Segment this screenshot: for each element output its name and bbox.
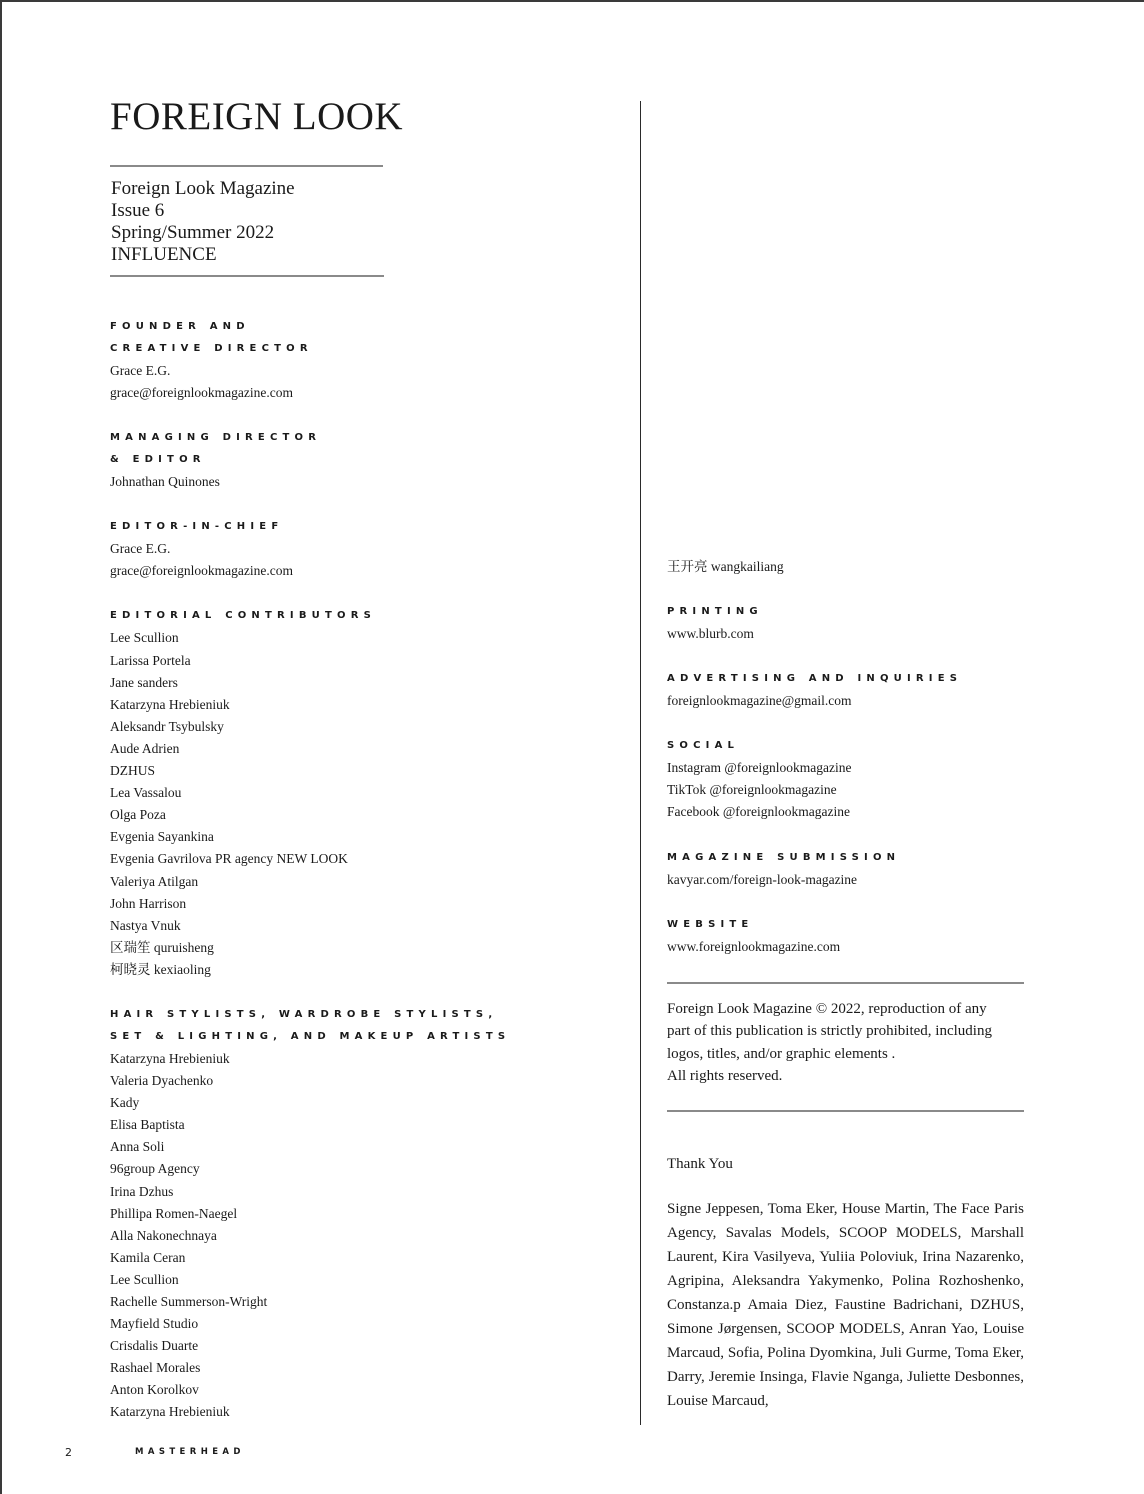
- section-heading: ADVERTISING AND INQUIRIES: [667, 673, 963, 685]
- section-heading: CREATIVE DIRECTOR: [110, 343, 313, 354]
- credit-line: 区瑞笙 quruisheng: [110, 939, 214, 955]
- credit-line: Instagram @foreignlookmagazine: [667, 760, 852, 776]
- credit-line: TikTok @foreignlookmagazine: [667, 782, 837, 798]
- credit-line: Facebook @foreignlookmagazine: [667, 804, 850, 820]
- credit-line: Valeria Dyachenko: [110, 1073, 214, 1089]
- credit-line: Phillipa Romen-Naegel: [110, 1205, 238, 1221]
- credit-section: [110, 316, 610, 404]
- section-heading: & EDITOR: [110, 454, 206, 466]
- credit-line: Jane sanders: [110, 674, 178, 690]
- credit-line: grace@foreignlookmagazine.com: [110, 563, 293, 579]
- credit-section: [110, 605, 610, 981]
- credit-line: Crisdalis Duarte: [110, 1338, 199, 1354]
- credit-line: Anna Soli: [110, 1139, 165, 1155]
- copyright-line: logos, titles, and/or graphic elements .: [667, 1045, 896, 1062]
- credit-section: [667, 847, 1027, 891]
- credit-section: [667, 914, 1027, 958]
- credit-line: Anton Korolkov: [110, 1382, 199, 1398]
- issue-line: Issue 6: [111, 200, 165, 221]
- issue-line: Foreign Look Magazine: [111, 178, 295, 199]
- credit-line: Evgenia Gavrilova PR agency NEW LOOK: [110, 851, 348, 867]
- footer-section-label: MASTERHEAD: [135, 1447, 245, 1457]
- credit-line: www.blurb.com: [667, 626, 754, 642]
- credit-line: Nastya Vnuk: [110, 917, 181, 933]
- credit-line: Rashael Morales: [110, 1360, 201, 1376]
- credit-line: Katarzyna Hrebieniuk: [110, 696, 230, 712]
- section-heading: PRINTING: [667, 606, 763, 618]
- section-heading: MANAGING DIRECTOR: [110, 432, 322, 444]
- credit-line: Rachelle Summerson-Wright: [110, 1294, 268, 1309]
- credit-line: Irina Dzhus: [110, 1183, 174, 1199]
- page-number: 2: [65, 1446, 72, 1459]
- issue-line: INFLUENCE: [111, 244, 217, 265]
- title-rule: [110, 165, 383, 167]
- issue-info: [111, 178, 295, 266]
- credit-line: Mayfield Studio: [110, 1316, 199, 1332]
- column-divider: [640, 101, 641, 1425]
- issue-line: Spring/Summer 2022: [111, 222, 275, 243]
- contributor-name: 王开亮 wangkailiang: [667, 559, 784, 574]
- credit-section: [110, 427, 610, 493]
- credit-line: Valeriya Atilgan: [110, 873, 199, 889]
- section-heading: SOCIAL: [667, 740, 740, 752]
- credit-line: 96group Agency: [110, 1161, 200, 1177]
- credit-line: foreignlookmagazine@gmail.com: [667, 693, 852, 709]
- credit-line: John Harrison: [110, 895, 187, 911]
- credit-section: [667, 601, 1027, 645]
- credit-line: grace@foreignlookmagazine.com: [110, 385, 293, 401]
- copyright-line: All rights reserved.: [667, 1067, 783, 1084]
- section-heading: FOUNDER AND: [110, 321, 250, 332]
- right-credits-column: [667, 556, 1027, 958]
- credit-line: Johnathan Quinones: [110, 474, 220, 490]
- credit-line: Evgenia Sayankina: [110, 829, 214, 845]
- credit-line: 柯晓灵 kexiaoling: [110, 961, 211, 977]
- credit-line: Lee Scullion: [110, 630, 179, 646]
- credit-section: [667, 735, 1027, 823]
- section-heading: WEBSITE: [667, 918, 754, 930]
- copyright-line: part of this publication is strictly prohibited, including: [667, 1023, 992, 1040]
- credit-line: Aleksandr Tsybulsky: [110, 718, 224, 734]
- copyright-notice: [667, 998, 1027, 1087]
- section-heading: EDITOR-IN-CHIEF: [110, 521, 284, 533]
- section-heading: MAGAZINE SUBMISSION: [667, 851, 901, 863]
- left-credits-column: [110, 316, 610, 1424]
- credit-line: Katarzyna Hrebieniuk: [110, 1404, 230, 1420]
- credit-line: www.foreignlookmagazine.com: [667, 938, 841, 954]
- credit-line: Lea Vassalou: [110, 785, 182, 801]
- issue-rule: [110, 275, 384, 277]
- section-heading: EDITORIAL CONTRIBUTORS: [110, 610, 377, 622]
- credit-section: [667, 668, 1027, 712]
- credit-section: [110, 1004, 610, 1424]
- section-heading: SET & LIGHTING, AND MAKEUP ARTISTS: [110, 1030, 511, 1042]
- credit-line: Kady: [110, 1095, 140, 1111]
- magazine-title: FOREIGN LOOK: [110, 95, 404, 138]
- thanks-heading: Thank You: [667, 1156, 733, 1172]
- credit-line: DZHUS: [110, 763, 156, 779]
- credit-section: [110, 516, 610, 582]
- section-heading: HAIR STYLISTS, WARDROBE STYLISTS,: [110, 1008, 498, 1020]
- credit-line: Lee Scullion: [110, 1271, 179, 1287]
- credit-line: Aude Adrien: [110, 740, 180, 756]
- credit-line: Elisa Baptista: [110, 1117, 185, 1133]
- credit-line: Alla Nakonechnaya: [110, 1227, 217, 1243]
- credit-line: Grace E.G.: [110, 541, 171, 557]
- thanks-body: Signe Jeppesen, Toma Eker, House Martin, The Face Paris Agency, Savalas Models, SCOOP MODELS, Marshall Laurent, Kira Vasilyeva, Yuliia Poloviuk, Irina Nazarenko, Agripina, Aleksandra Yakymenko, Polina Rozhoshenko, Constanza.p Amaia Diez, Faustine Badrichani, DZHUS, Simone Jørgensen, SCOOP MODELS, Anran Yao, Louise Marcaud, Sofia, Polina Dyomkina, Juli Gurme, Toma Eker, Darry, Jeremie Insinga, Flavie Nganga, Juliette Desbonnes, Louise Marcaud,: [667, 1201, 1024, 1409]
- credit-line: Grace E.G.: [110, 363, 171, 378]
- copyright-line: Foreign Look Magazine © 2022, reproduction of any: [667, 1001, 987, 1017]
- credit-line: Katarzyna Hrebieniuk: [110, 1050, 230, 1066]
- credit-line: Kamila Ceran: [110, 1249, 186, 1265]
- credit-line: Olga Poza: [110, 807, 166, 823]
- credit-line: Larissa Portela: [110, 652, 191, 668]
- credit-line: kavyar.com/foreign-look-magazine: [667, 871, 858, 887]
- copyright-bottom-rule: [667, 1110, 1024, 1112]
- copyright-top-rule: [667, 982, 1024, 984]
